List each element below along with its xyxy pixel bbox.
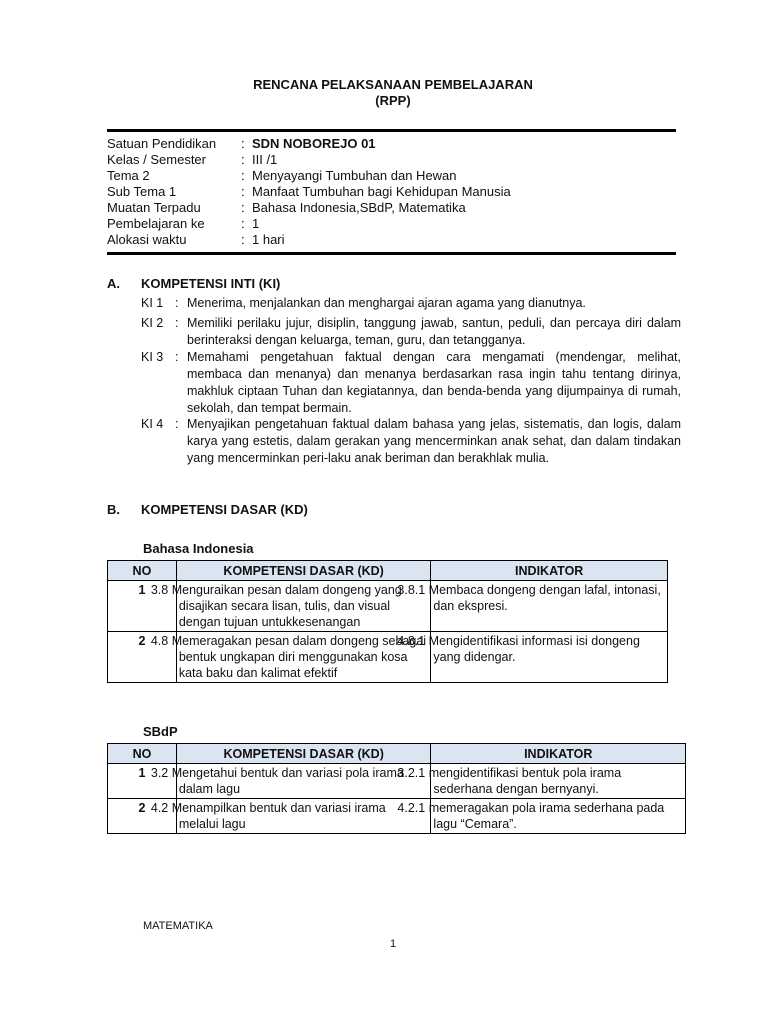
identity-label: Tema 2 — [107, 168, 150, 183]
document-title: RENCANA PELAKSANAAN PEMBELAJARAN — [253, 77, 533, 92]
identity-label: Pembelajaran ke — [107, 216, 205, 231]
table-row — [108, 764, 686, 799]
ki-code: KI 1 — [141, 296, 164, 310]
ki-item — [141, 416, 681, 467]
identity-value: 1 hari — [252, 232, 285, 247]
identity-separator: : — [241, 184, 245, 199]
table-header-row — [108, 561, 668, 581]
identity-value: Menyayangi Tumbuhan dan Hewan — [252, 168, 457, 183]
ki-text: Memiliki perilaku jujur, disiplin, tanggung jawab, santun, peduli, dan percaya diri dalam berinteraksi dengan keluarga, teman, guru, dan tetangganya. — [187, 316, 681, 347]
ki-separator: : — [175, 296, 179, 310]
identity-label: Kelas / Semester — [107, 152, 206, 167]
bottom-rule — [107, 252, 676, 255]
ki-code: KI 2 — [141, 316, 164, 330]
cell-kd: 4.8 Memeragakan pesan dalam dongeng sebagai bentuk ungkapan diri menggunakan kosa kata baku dan kalimat efektif — [176, 632, 431, 683]
identity-separator: : — [241, 216, 245, 231]
section-a-letter: A. — [107, 276, 120, 291]
header-kd: KOMPETENSI DASAR (KD) — [176, 744, 431, 764]
cell-no: 2 — [108, 632, 177, 683]
document-subtitle: (RPP) — [375, 93, 411, 108]
ki-code: KI 3 — [141, 350, 164, 364]
table-row — [108, 799, 686, 834]
ki-separator: : — [175, 316, 179, 330]
ki-separator: : — [175, 350, 179, 364]
identity-separator: : — [241, 152, 245, 167]
next-subject-label: MATEMATIKA — [143, 920, 213, 932]
identity-label: Sub Tema 1 — [107, 184, 177, 199]
cell-no: 2 — [108, 799, 177, 834]
kd-table-bahasa — [107, 560, 668, 683]
header-no: NO — [108, 561, 177, 581]
ki-text: Menyajikan pengetahuan faktual dalam bahasa yang jelas, sistematis, dan logis, dalam karya yang estetis, dalam gerakan yang mencerminkan anak sehat, dan dalam tindakan yang mencerminkan peri-laku anak beriman dan berakhlak mulia. — [187, 417, 681, 465]
header-indikator: INDIKATOR — [431, 561, 668, 581]
ki-item — [141, 315, 681, 349]
identity-value: III /1 — [252, 152, 278, 167]
cell-indikator: 4.8.1 Mengidentifikasi informasi isi dongeng yang didengar. — [431, 632, 668, 683]
table-row — [108, 581, 668, 632]
cell-kd: 4.2 Menampilkan bentuk dan variasi irama melalui lagu — [176, 799, 431, 834]
identity-value: SDN NOBOREJO 01 — [252, 136, 376, 151]
identity-separator: : — [241, 232, 245, 247]
top-rule — [107, 129, 676, 132]
cell-no: 1 — [108, 764, 177, 799]
cell-indikator: 4.2.1 memeragakan pola irama sederhana pada lagu “Cemara”. — [431, 799, 686, 834]
subject-heading-bahasa: Bahasa Indonesia — [143, 541, 254, 556]
cell-kd: 3.8 Menguraikan pesan dalam dongeng yang disajikan secara lisan, tulis, dan visual dengan tujuan untukkesenangan — [176, 581, 431, 632]
identity-value: Bahasa Indonesia,SBdP, Matematika — [252, 200, 466, 215]
identity-separator: : — [241, 168, 245, 183]
identity-label: Alokasi waktu — [107, 232, 187, 247]
identity-value: 1 — [252, 216, 260, 231]
cell-indikator: 3.2.1 mengidentifikasi bentuk pola irama sederhana dengan bernyanyi. — [431, 764, 686, 799]
header-kd: KOMPETENSI DASAR (KD) — [176, 561, 431, 581]
ki-code: KI 4 — [141, 417, 164, 431]
identity-label: Muatan Terpadu — [107, 200, 201, 215]
subject-heading-sbdp: SBdP — [143, 724, 178, 739]
header-no: NO — [108, 744, 177, 764]
table-row — [108, 632, 668, 683]
ki-separator: : — [175, 417, 179, 431]
identity-label: Satuan Pendidikan — [107, 136, 217, 151]
cell-no: 1 — [108, 581, 177, 632]
section-b-letter: B. — [107, 502, 120, 517]
header-indikator: INDIKATOR — [431, 744, 686, 764]
section-b-title: KOMPETENSI DASAR (KD) — [141, 502, 308, 517]
identity-separator: : — [241, 200, 245, 215]
identity-separator: : — [241, 136, 245, 151]
identity-value: Manfaat Tumbuhan bagi Kehidupan Manusia — [252, 184, 511, 199]
ki-item — [141, 295, 681, 312]
cell-kd: 3.2 Mengetahui bentuk dan variasi pola irama dalam lagu — [176, 764, 431, 799]
section-a-title: KOMPETENSI INTI (KI) — [141, 276, 281, 291]
ki-text: Memahami pengetahuan faktual dengan cara mengamati (mendengar, melihat, membaca dan menanya) dan menanya berdasarkan rasa ingin tahu tentang dirinya, makhluk ciptaan Tuhan dan kegiatannya, dan benda-benda yang dijumpainya di rumah, sekolah, dan tempat bermain. — [187, 350, 681, 415]
table-header-row — [108, 744, 686, 764]
ki-text: Menerima, menjalankan dan menghargai ajaran agama yang dianutnya. — [187, 296, 586, 310]
kd-table-sbdp — [107, 743, 686, 834]
page-number: 1 — [389, 938, 397, 950]
ki-item — [141, 349, 681, 417]
cell-indikator: 3.8.1 Membaca dongeng dengan lafal, intonasi, dan ekspresi. — [431, 581, 668, 632]
